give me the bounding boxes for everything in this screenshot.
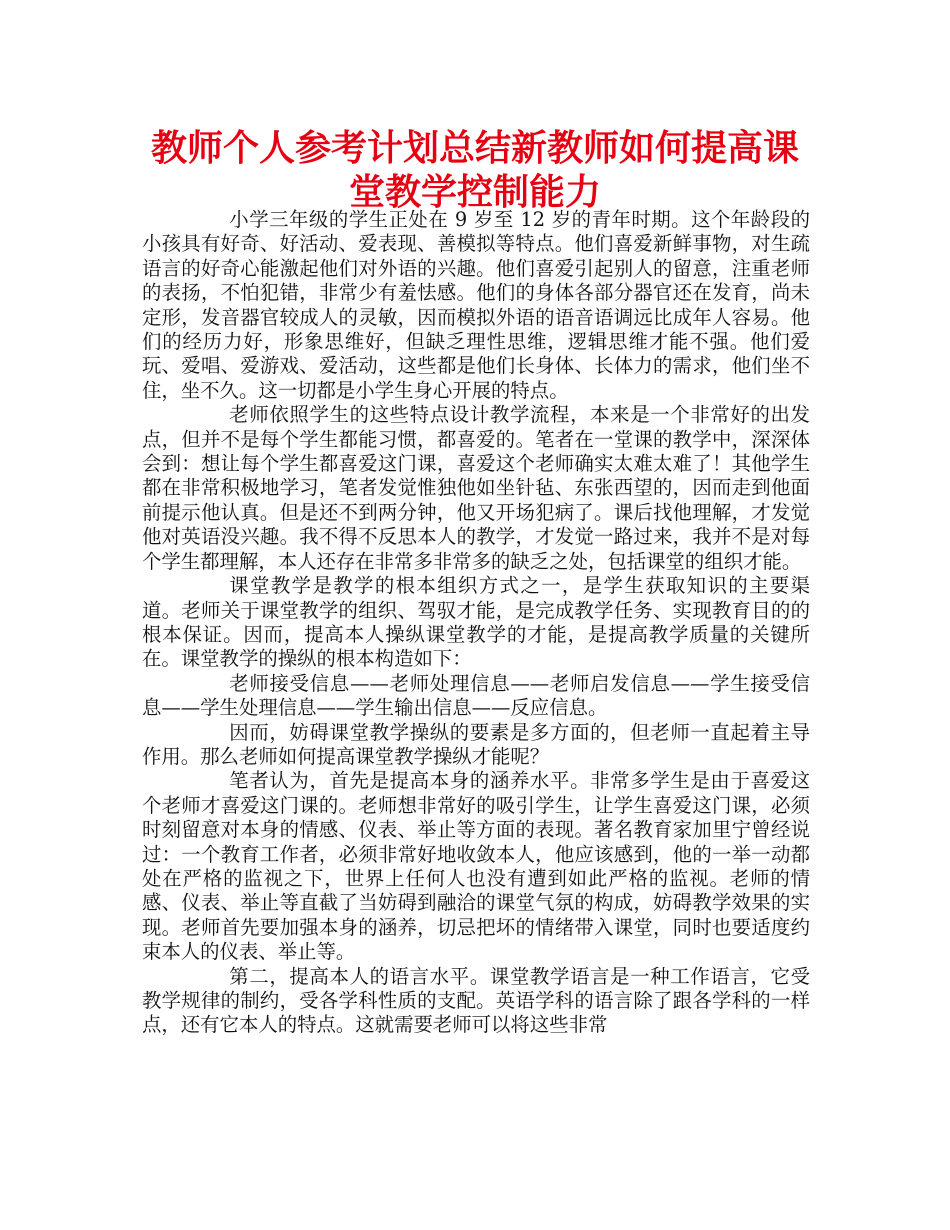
document-body (142, 208, 810, 1038)
paragraph: 老师依照学生的这些特点设计教学流程，本来是一个非常好的出发点，但并不是每个学生都能习惯，都喜爱的。笔者在一堂课的教学中，深深体会到：想让每个学生都喜爱这门课，喜爱这个老师确实太难太难了！其他学生都在非常积极地学习，笔者发觉惟独他如坐针毡、东张西望的，因而走到他面前提示他认真。但是还不到两分钟，他又开场犯病了。课后找他理解，才发觉他对英语没兴趣。我不得不反思本人的教学，才发觉一路过来，我并不是对每个学生都理解，本人还存在非常多非常多的缺乏之处，包括课堂的组织才能。 (142, 403, 810, 573)
paragraph: 笔者认为，首先是提高本身的涵养水平。非常多学生是由于喜爱这个老师才喜爱这门课的。老师想非常好的吸引学生，让学生喜爱这门课，必须时刻留意对本身的情感、仪表、举止等方面的表现。著名教育家加里宁曾经说过：一个教育工作者，必须非常好地收敛本人，他应该感到，他的一举一动都处在严格的监视之下，世界上任何人也没有遭到如此严格的监视。老师的情感、仪表、举止等直截了当妨碍到融洽的课堂气氛的构成，妨碍教学效果的实现。老师首先要加强本身的涵养，切忌把坏的情绪带入课堂，同时也要适度约束本人的仪表、举止等。 (142, 769, 810, 964)
paragraph: 课堂教学是教学的根本组织方式之一，是学生获取知识的主要渠道。老师关于课堂教学的组织、驾驭才能，是完成教学任务、实现教育目的的根本保证。因而，提高本人操纵课堂教学的才能，是提高教学质量的关键所在。课堂教学的操纵的根本构造如下： (142, 574, 810, 671)
paragraph: 第二，提高本人的语言水平。课堂教学语言是一种工作语言，它受教学规律的制约，受各学科性质的支配。英语学科的语言除了跟各学科的一样点，还有它本人的特点。这就需要老师可以将这些非常 (142, 964, 810, 1037)
paragraph: 因而，妨碍课堂教学操纵的要素是多方面的，但老师一直起着主导作用。那么老师如何提高课堂教学操纵才能呢？ (142, 720, 810, 768)
document-title-line-2: 堂教学控制能力 (348, 172, 601, 213)
paragraph: 老师接受信息——老师处理信息——老师启发信息——学生接受信息——学生处理信息——学生输出信息——反应信息。 (142, 671, 810, 720)
document-title-line-1: 教师个人参考计划总结新教师如何提高课 (150, 128, 799, 169)
paragraph: 小学三年级的学生正处在 9 岁至 12 岁的青年时期。这个年龄段的小孩具有好奇、好活动、爱表现、善模拟等特点。他们喜爱新鲜事物，对生疏语言的好奇心能激起他们对外语的兴趣。他们喜爱引起别人的留意，注重老师的表扬，不怕犯错，非常少有羞怯感。他们的身体各部分器官还在发育，尚未定形，发音器官较成人的灵敏，因而模拟外语的语音语调远比成年人容易。他们的经历力好，形象思维好，但缺乏理性思维，逻辑思维才能不强。他们爱玩、爱唱、爱游戏、爱活动，这些都是他们长身体、长体力的需求，他们坐不住，坐不久。这一切都是小学生身心开展的特点。 (142, 208, 810, 402)
